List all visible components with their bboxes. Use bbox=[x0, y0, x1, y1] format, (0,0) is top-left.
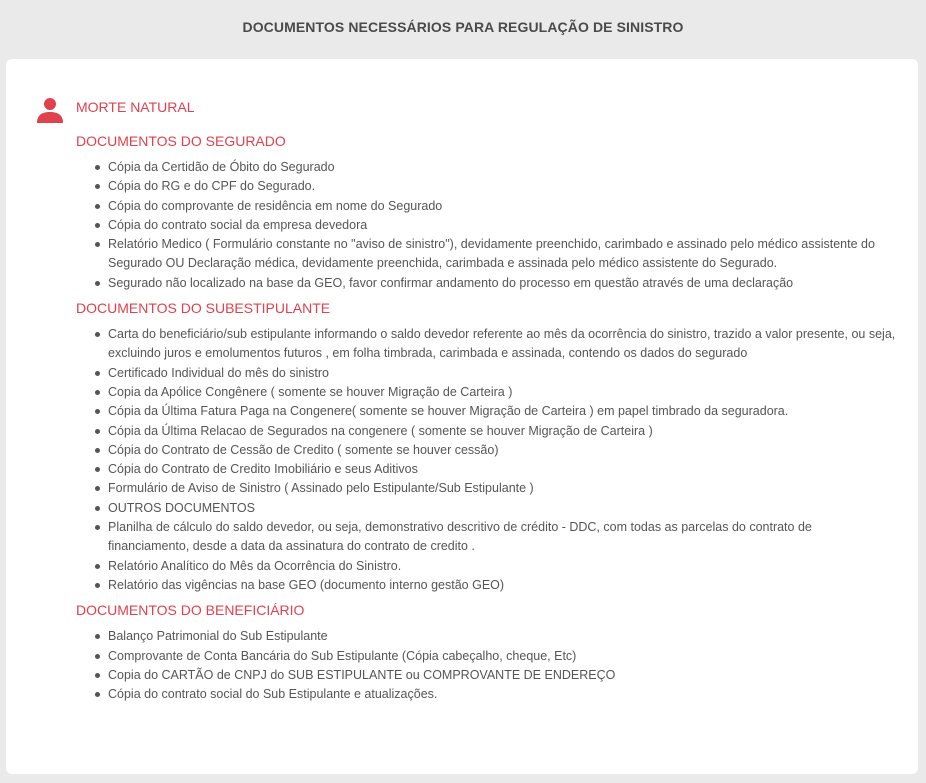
list-item: Copia da Apólice Congênere ( somente se houver Migração de Carteira ) bbox=[108, 383, 896, 402]
section-subestipulante bbox=[76, 299, 896, 595]
list-item: Cópia do RG e do CPF do Segurado. bbox=[108, 177, 896, 196]
list-item: Cópia do Contrato de Cessão de Credito ( somente se houver cessão) bbox=[108, 441, 896, 460]
list-item: Segurado não localizado na base da GEO, favor confirmar andamento do processo em questão através de uma declaração bbox=[108, 274, 896, 293]
page-title: DOCUMENTOS NECESSÁRIOS PARA REGULAÇÃO DE SINISTRO bbox=[242, 19, 684, 35]
person-icon bbox=[36, 96, 64, 124]
document-list bbox=[76, 325, 896, 595]
list-item: OUTROS DOCUMENTOS bbox=[108, 499, 896, 518]
list-item: Cópia da Última Fatura Paga na Congenere( somente se houver Migração de Carteira ) em papel timbrado da seguradora. bbox=[108, 402, 896, 421]
list-item: Cópia do Contrato de Credito Imobiliário e seus Aditivos bbox=[108, 460, 896, 479]
case-title: MORTE NATURAL bbox=[76, 99, 195, 115]
list-item: Relatório Analítico do Mês da Ocorrência do Sinistro. bbox=[108, 557, 896, 576]
section-beneficiario bbox=[76, 601, 896, 704]
list-item: Balanço Patrimonial do Sub Estipulante bbox=[108, 627, 896, 646]
list-item: Certificado Individual do mês do sinistro bbox=[108, 364, 896, 383]
list-item: Cópia da Última Relacao de Segurados na congenere ( somente se houver Migração de Carteira ) bbox=[108, 422, 896, 441]
documents-content bbox=[76, 98, 896, 710]
list-item: Planilha de cálculo do saldo devedor, ou seja, demonstrativo descritivo de crédito - DDC, com todas as parcelas do contrato de financiamento, desde a data da assinatura do contrato de credito . bbox=[108, 518, 896, 557]
list-item: Copia do CARTÃO de CNPJ do SUB ESTIPULANTE ou COMPROVANTE DE ENDEREÇO bbox=[108, 666, 896, 685]
list-item: Cópia da Certidão de Óbito do Segurado bbox=[108, 158, 896, 177]
list-item: Cópia do comprovante de residência em nome do Segurado bbox=[108, 197, 896, 216]
list-item: Formulário de Aviso de Sinistro ( Assinado pelo Estipulante/Sub Estipulante ) bbox=[108, 479, 896, 498]
list-item: Relatório Medico ( Formulário constante no "aviso de sinistro"), devidamente preenchido, carimbado e assinado pelo médico assistente do Segurado OU Declaração médica, devidamente preenchida, carimbada e assinada pelo médico assistente do Segurado. bbox=[108, 235, 896, 274]
list-item: Comprovante de Conta Bancária do Sub Estipulante (Cópia cabeçalho, cheque, Etc) bbox=[108, 647, 896, 666]
list-item: Cópia do contrato social da empresa devedora bbox=[108, 216, 896, 235]
section-title: DOCUMENTOS DO SEGURADO bbox=[76, 133, 286, 149]
section-title: DOCUMENTOS DO SUBESTIPULANTE bbox=[76, 300, 331, 317]
document-list bbox=[76, 158, 896, 293]
list-item: Cópia do contrato social do Sub Estipulante e atualizações. bbox=[108, 685, 896, 704]
list-item: Relatório das vigências na base GEO (documento interno gestão GEO) bbox=[108, 576, 896, 595]
section-segurado bbox=[76, 132, 896, 293]
section-title: DOCUMENTOS DO BENEFICIÁRIO bbox=[76, 602, 305, 619]
document-list bbox=[76, 627, 896, 704]
list-item: Carta do beneficiário/sub estipulante informando o saldo devedor referente ao mês da ocorrência do sinistro, trazido a valor presente, ou seja, excluindo juros e emolumentos futuros , em folha timbrada, carimbada e assinada, contendo os dados do segurado bbox=[108, 325, 896, 364]
